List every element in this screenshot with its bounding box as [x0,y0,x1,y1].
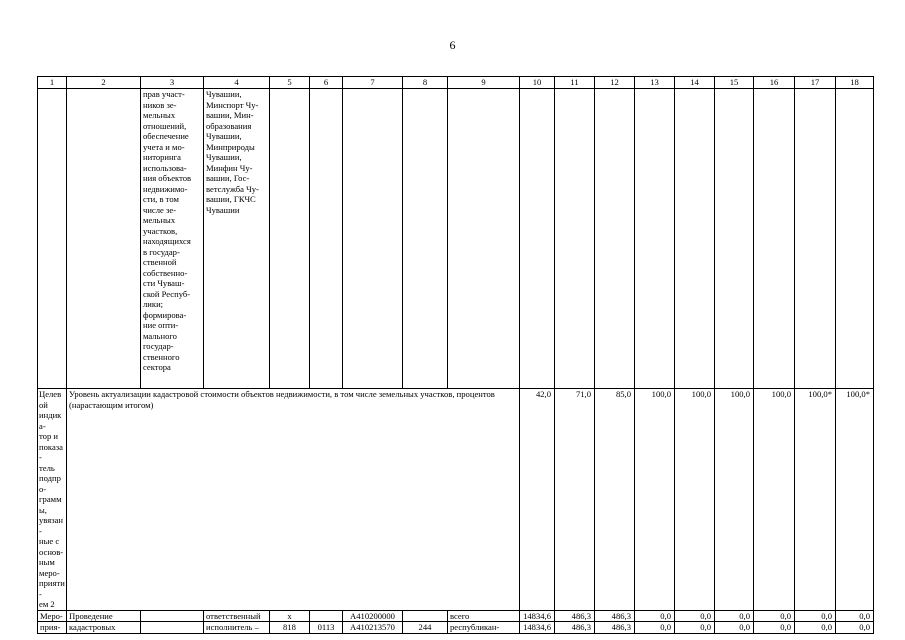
header-cell: 4 [204,77,270,89]
column-number-row [38,77,874,89]
header-cell: 10 [520,77,555,89]
table-cell [38,89,67,389]
table-cell: всего [448,610,520,622]
table-cell [448,89,520,389]
table-cell [403,610,448,622]
table-cell [715,89,754,389]
header-cell: 11 [555,77,595,89]
header-cell: 13 [635,77,675,89]
table-row [38,89,874,389]
value-cell: 0,0 [675,610,715,622]
value-cell: 486,3 [595,622,635,634]
table-cell [595,89,635,389]
program-table [37,76,874,634]
value-cell: 42,0 [520,389,555,611]
value-cell: 100,0 [635,389,675,611]
table-cell: 244 [403,622,448,634]
value-cell: 14834,6 [520,622,555,634]
table-cell: А410200000 [343,610,403,622]
value-cell: 71,0 [555,389,595,611]
table-cell [754,89,795,389]
table-cell: исполнитель – [204,622,270,634]
table-cell: Меро- [38,610,67,622]
header-cell: 7 [343,77,403,89]
value-cell: 0,0 [635,622,675,634]
value-cell: 486,3 [555,622,595,634]
value-cell: 0,0 [715,610,754,622]
value-cell: 100,0* [795,389,836,611]
table-cell: прия- [38,622,67,634]
value-cell: 100,0* [836,389,874,611]
table-cell: кадастровых [67,622,141,634]
table-cell [403,89,448,389]
value-cell: 0,0 [836,622,874,634]
header-cell: 14 [675,77,715,89]
value-cell: 0,0 [795,610,836,622]
table-cell: x [270,610,310,622]
table-row [38,389,874,611]
indicator-label-cell: Целевой индика- тор и показа- тель подпро- граммы, увязан- ные с основ- ным меро- прияти- ем 2 [39,389,65,609]
value-cell: 0,0 [836,610,874,622]
value-cell: 85,0 [595,389,635,611]
header-cell: 1 [38,77,67,89]
header-cell: 16 [754,77,795,89]
header-cell: 18 [836,77,874,89]
table-cell [67,89,141,389]
table-cell: 818 [270,622,310,634]
table-cell [555,89,595,389]
value-cell: 0,0 [635,610,675,622]
header-cell: 17 [795,77,836,89]
header-cell: 6 [310,77,343,89]
value-cell: 0,0 [754,610,795,622]
table-row [38,610,874,622]
task-description-cell: прав участ- ников зе- мельных отношений, обеспечение учета и мо- ниторинга использова- ния объектов недвижимо- сти, в том числе зе- мельных участков, находящихся в государ- ственной собственно- сти Чуваш- ской Респуб- лики; формирова- ние опти- мального государ- ственного сектора [141,89,204,389]
page-number: 6 [449,38,456,52]
executors-cell: Чувашии, Минспорт Чу- вашии, Мин- образования Чувашии, Минприроды Чувашии, Минфин Чу- вашии, Гос- ветслужба Чу- вашии, ГКЧС Чувашии [204,89,270,389]
value-cell: 100,0 [754,389,795,611]
table-cell: 0113 [310,622,343,634]
value-cell: 0,0 [754,622,795,634]
table-cell: А410213570 [343,622,403,634]
table-cell [343,89,403,389]
table-cell [795,89,836,389]
table-row [38,622,874,634]
table-cell [520,89,555,389]
table-cell [141,610,204,622]
table-cell: ответственный [204,610,270,622]
header-cell: 3 [141,77,204,89]
header-cell: 9 [448,77,520,89]
header-cell: 12 [595,77,635,89]
table-cell [836,89,874,389]
value-cell: 100,0 [675,389,715,611]
value-cell: 0,0 [675,622,715,634]
value-cell: 0,0 [795,622,836,634]
header-cell: 5 [270,77,310,89]
table-cell [310,610,343,622]
indicator-text-cell: Уровень актуализации кадастровой стоимости объектов недвижимости, в том числе земельных участков, процентов (нарастающим итогом) [67,389,520,611]
value-cell: 0,0 [715,622,754,634]
table-cell [635,89,675,389]
header-cell: 2 [67,77,141,89]
table-cell: республикан- [448,622,520,634]
header-cell: 15 [715,77,754,89]
value-cell: 100,0 [715,389,754,611]
header-cell: 8 [403,77,448,89]
table-cell [675,89,715,389]
table-cell [270,89,310,389]
value-cell: 486,3 [595,610,635,622]
value-cell: 486,3 [555,610,595,622]
table-cell [310,89,343,389]
table-cell [141,622,204,634]
table-cell: Проведение [67,610,141,622]
value-cell: 14834,6 [520,610,555,622]
